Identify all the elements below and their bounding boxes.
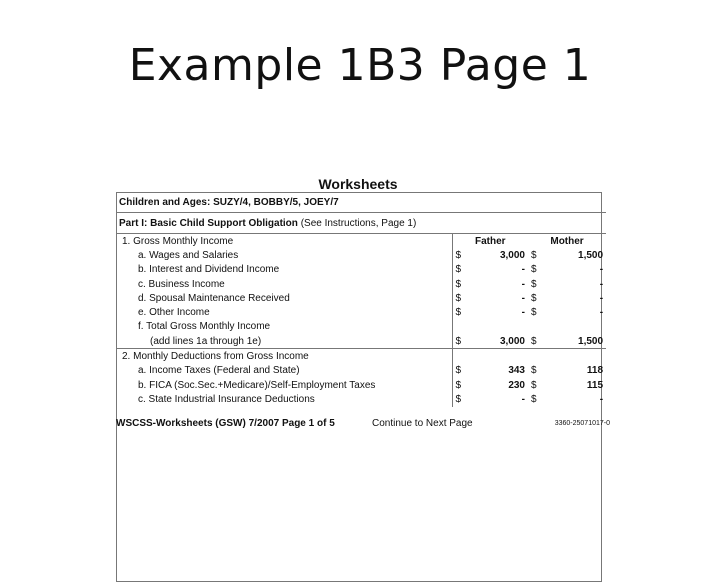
part1-row (116, 213, 606, 234)
income-row (116, 277, 606, 291)
row-label: c. State Industrial Insurance Deductions (138, 393, 315, 405)
father-column-header: Father (452, 234, 528, 249)
income-row (116, 364, 606, 378)
worksheet-table (116, 192, 606, 407)
income-row (116, 305, 606, 319)
father-currency: $ (452, 277, 476, 291)
mother-currency: $ (531, 307, 537, 319)
row-label: b. Interest and Dividend Income (138, 264, 280, 276)
row-label: a. Income Taxes (Federal and State) (138, 365, 300, 377)
mother-currency: $ (531, 292, 537, 304)
income-row (116, 320, 606, 334)
row-label: b. FICA (Soc.Sec.+Medicare)/Self-Employment Taxes (138, 379, 376, 391)
father-amount: - (521, 264, 525, 276)
continue-note: Continue to Next Page (372, 418, 473, 429)
row-label: (add lines 1a through 1e) (150, 335, 262, 347)
children-ages: Children and Ages: SUZY/4, BOBBY/5, JOEY/7 (119, 196, 339, 208)
income-row (116, 392, 606, 406)
mother-currency: $ (531, 365, 537, 377)
mother-amount: - (599, 278, 604, 290)
mother-amount: 1,500 (578, 249, 604, 261)
father-amount: 3,000 (499, 335, 525, 347)
children-row (116, 192, 606, 213)
worksheet-image (112, 172, 610, 434)
father-currency: $ (452, 263, 476, 277)
form-code: 3360-25071017-0 (554, 420, 610, 427)
part1-note: (See Instructions, Page 1) (300, 217, 417, 229)
father-currency: $ (452, 248, 476, 262)
mother-currency: $ (531, 335, 537, 347)
row-label: f. Total Gross Monthly Income (138, 321, 271, 333)
form-id: WSCSS-Worksheets (GSW) 7/2007 Page 1 of 5 (116, 418, 335, 429)
mother-column-header: Mother (528, 234, 606, 249)
father-amount (476, 320, 528, 334)
mother-amount: 115 (586, 379, 604, 391)
father-currency: $ (452, 334, 476, 349)
mother-currency: $ (531, 264, 537, 276)
mother-currency (528, 349, 552, 364)
father-currency: $ (452, 392, 476, 406)
father-amount: - (521, 292, 525, 304)
father-amount: 3,000 (499, 249, 525, 261)
income-row (116, 334, 606, 349)
worksheet-heading: Worksheets (318, 176, 398, 192)
slide-title: Example 1B3 Page 1 (128, 40, 592, 91)
mother-amount (552, 320, 606, 334)
mother-currency (528, 320, 552, 334)
mother-amount (552, 349, 606, 364)
income-row (116, 291, 606, 305)
father-amount: - (521, 278, 525, 290)
father-amount (476, 349, 528, 364)
father-currency (452, 349, 476, 364)
row-label: 1. Gross Monthly Income (116, 234, 452, 249)
row-label: a. Wages and Salaries (138, 249, 239, 261)
mother-amount: - (599, 393, 604, 405)
father-amount: 343 (508, 365, 525, 377)
income-row (116, 378, 606, 392)
worksheet-footer (116, 418, 610, 432)
father-currency: $ (452, 291, 476, 305)
mother-currency: $ (531, 278, 537, 290)
father-amount: - (521, 393, 525, 405)
father-currency: $ (452, 378, 476, 392)
mother-currency: $ (531, 379, 537, 391)
row-label: c. Business Income (138, 278, 225, 290)
row-label: 2. Monthly Deductions from Gross Income (116, 349, 452, 364)
mother-currency: $ (531, 393, 537, 405)
income-row (116, 349, 606, 364)
income-row (116, 248, 606, 262)
mother-amount: 118 (586, 365, 604, 377)
mother-amount: - (599, 264, 604, 276)
mother-amount: - (599, 292, 604, 304)
row-label: e. Other Income (138, 307, 210, 319)
father-currency: $ (452, 364, 476, 378)
father-amount: 230 (508, 379, 525, 391)
mother-amount: 1,500 (578, 335, 604, 347)
mother-currency: $ (531, 249, 537, 261)
part1-label: Part I: Basic Child Support Obligation (119, 217, 298, 229)
income-row (116, 263, 606, 277)
mother-amount: - (599, 307, 604, 319)
father-currency (452, 320, 476, 334)
column-header-row (116, 234, 606, 249)
row-label: d. Spousal Maintenance Received (138, 292, 290, 304)
father-amount: - (521, 307, 525, 319)
father-currency: $ (452, 305, 476, 319)
